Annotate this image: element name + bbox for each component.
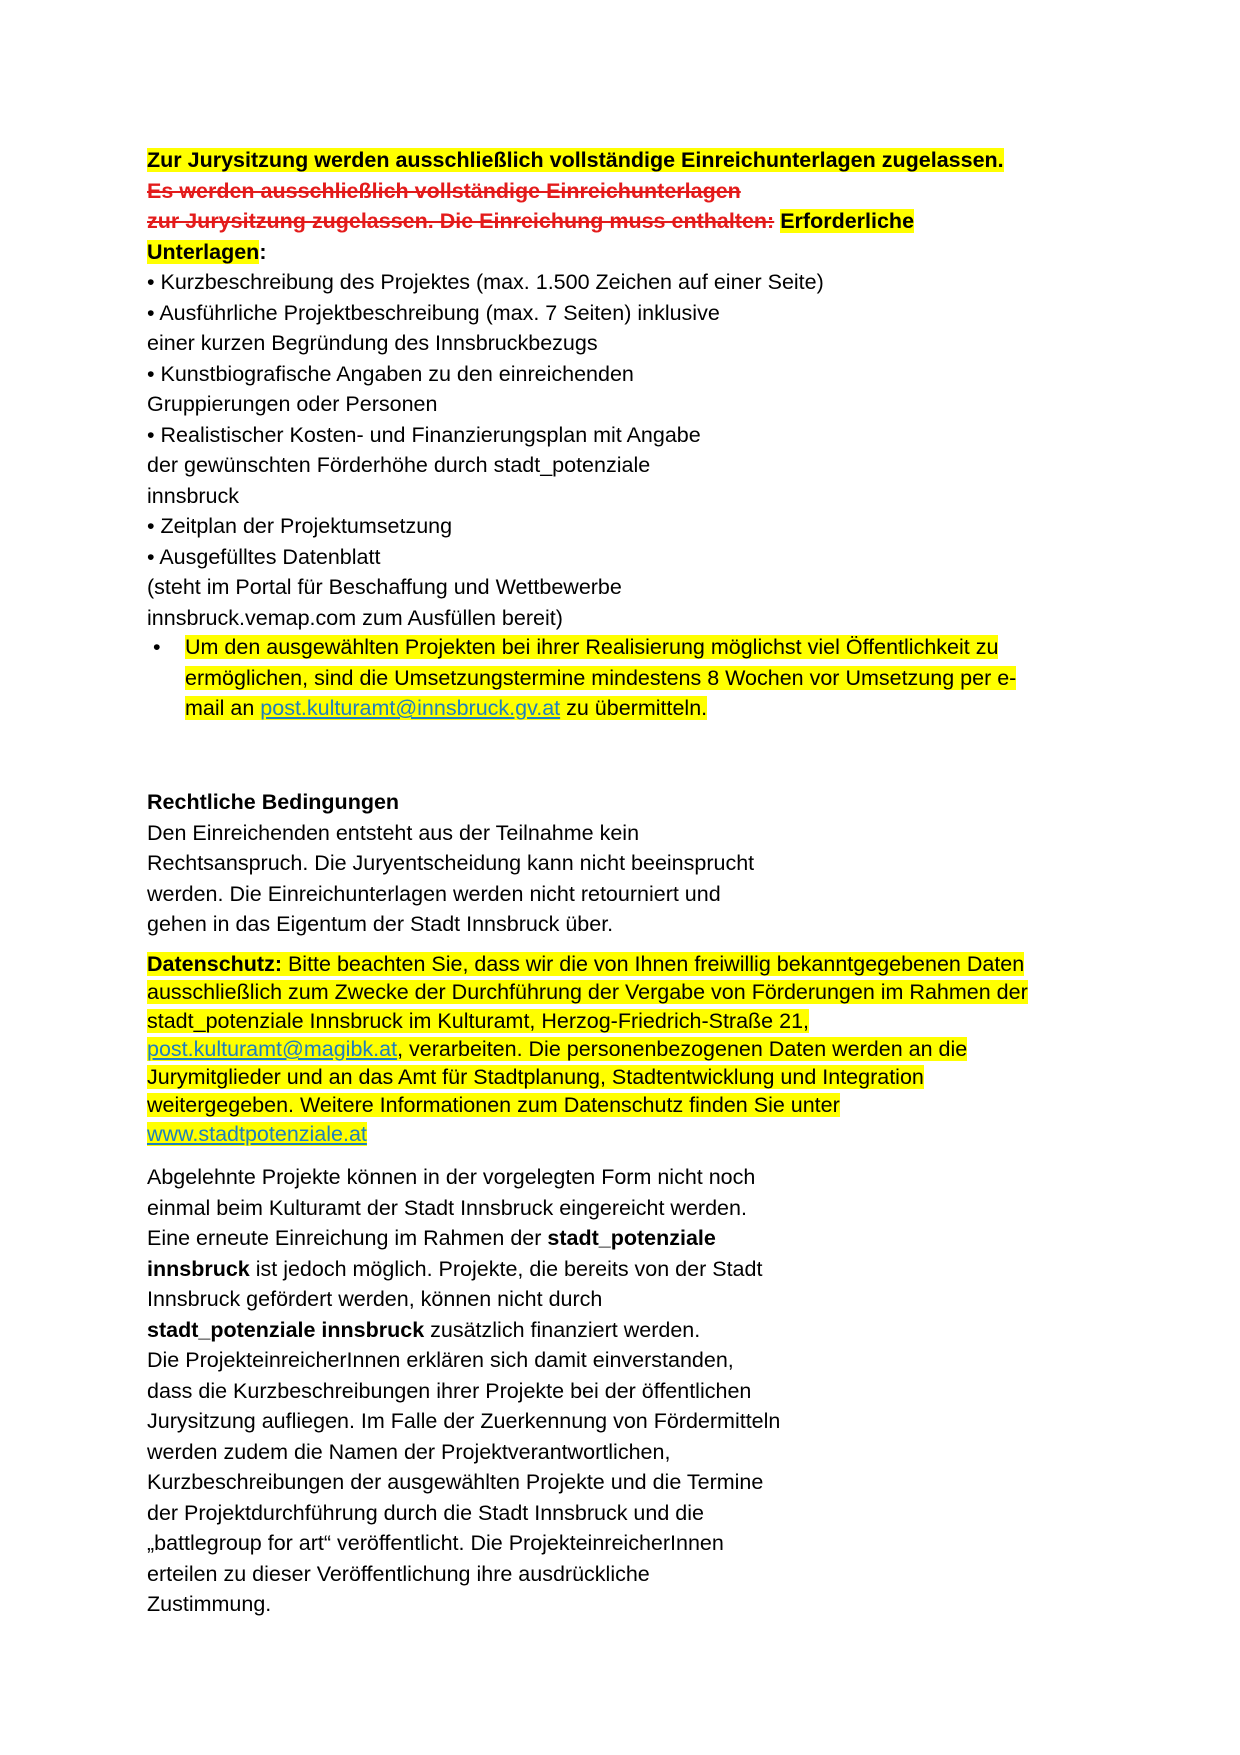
deleted-text-line-2: zur Jurysitzung zugelassen. Die Einreichung muss enthalten:	[147, 209, 775, 233]
privacy-section	[147, 950, 1137, 1148]
legal-line: gehen in das Eigentum der Stadt Innsbruck über.	[147, 912, 614, 936]
requirements-list	[147, 267, 1107, 633]
intro-section	[147, 145, 1107, 267]
rejected-line-6-bold: stadt_potenziale innsbruck	[147, 1317, 425, 1342]
rejected-line-3-bold: stadt_potenziale	[547, 1226, 716, 1250]
requirement-line: einer kurzen Begründung des Innsbruckbezugs	[147, 331, 598, 355]
requirement-line: • Kurzbeschreibung des Projektes (max. 1.500 Zeichen auf einer Seite)	[147, 270, 824, 294]
privacy-line-5: Jurymitglieder und an das Amt für Stadtplanung, Stadtentwicklung und Integration	[147, 1065, 924, 1090]
legal-heading: Rechtliche Bedingungen	[147, 790, 400, 814]
privacy-line-1: Bitte beachten Sie, dass wir die von Ihnen freiwillig bekanntgegebenen Daten	[281, 952, 1025, 976]
requirement-line: (steht im Portal für Beschaffung und Wettbewerbe	[147, 575, 622, 599]
legal-line: werden. Die Einreichunterlagen werden nicht retourniert und	[147, 881, 721, 906]
rejected-line: werden zudem die Namen der Projektverantwortlichen,	[147, 1439, 671, 1464]
rejected-line: Innsbruck gefördert werden, können nicht durch	[147, 1287, 603, 1311]
requirement-line: • Kunstbiografische Angaben zu den einreichenden	[147, 361, 634, 386]
legal-line: Rechtsanspruch. Die Juryentscheidung kann nicht beeinsprucht	[147, 851, 755, 875]
privacy-line-3: stadt_potenziale Innsbruck im Kulturamt, Herzog-Friedrich-Straße 21,	[147, 1008, 809, 1033]
legal-line: Den Einreichenden entsteht aus der Teilnahme kein	[147, 820, 640, 845]
rejected-line: einmal beim Kulturamt der Stadt Innsbruck eingereicht werden.	[147, 1195, 747, 1220]
rejected-line: Kurzbeschreibungen der ausgewählten Projekte und die Termine	[147, 1470, 764, 1494]
rejected-line-3-text: Eine erneute Einreichung im Rahmen der	[147, 1226, 548, 1250]
requirement-line: • Ausführliche Projektbeschreibung (max. 7 Seiten) inklusive	[147, 300, 720, 325]
requirement-line: • Zeitplan der Projektumsetzung	[147, 514, 453, 538]
rejected-line-6-text: zusätzlich finanziert werden.	[424, 1317, 701, 1342]
rejected-line-4-bold: innsbruck	[147, 1256, 250, 1281]
rejected-line: erteilen zu dieser Veröffentlichung ihre ausdrückliche	[147, 1561, 650, 1586]
requirement-line: der gewünschten Förderhöhe durch stadt_potenziale	[147, 453, 651, 477]
requirement-line: innsbruck	[147, 483, 240, 508]
rejected-projects-section	[147, 1162, 1107, 1620]
rejected-line: dass die Kurzbeschreibungen ihrer Projekte bei der öffentlichen	[147, 1378, 752, 1403]
kulturamt-email-link[interactable]: post.kulturamt@innsbruck.gv.at	[260, 696, 561, 720]
privacy-line-6: weitergegeben. Weitere Informationen zum Datenschutz finden Sie unter	[147, 1093, 840, 1118]
intro-title-line: Zur Jurysitzung werden ausschließlich vollständige Einreichunterlagen zugelassen.	[147, 148, 1004, 172]
website-link[interactable]: www.stadtpotenziale.at	[147, 1121, 367, 1146]
publicity-line-3-prefix: mail an	[185, 696, 261, 720]
requirement-line: Gruppierungen oder Personen	[147, 392, 438, 416]
rejected-line: Zustimmung.	[147, 1592, 272, 1616]
publicity-line-3-suffix: zu übermitteln.	[560, 696, 708, 720]
publicity-line-1: Um den ausgewählten Projekten bei ihrer Realisierung möglichst viel Öffentlichkeit zu	[185, 635, 999, 659]
rejected-line: der Projektdurchführung durch die Stadt Innsbruck und die	[147, 1500, 704, 1525]
magibk-email-link[interactable]: post.kulturamt@magibk.at	[147, 1036, 398, 1061]
rejected-line: Jurysitzung aufliegen. Im Falle der Zuerkennung von Fördermitteln	[147, 1409, 781, 1433]
rejected-line: Abgelehnte Projekte können in der vorgelegten Form nicht noch	[147, 1165, 756, 1189]
requirement-line: innsbruck.vemap.com zum Ausfüllen bereit)	[147, 605, 563, 630]
privacy-label: Datenschutz:	[147, 952, 282, 976]
requirement-line: • Realistischer Kosten- und Finanzierungsplan mit Angabe	[147, 422, 701, 447]
deleted-text-line-1: Es werden ausschließlich vollständige Einreichunterlagen	[147, 178, 741, 203]
required-docs-colon: :	[259, 239, 267, 264]
bullet-dot: •	[153, 635, 161, 659]
required-docs-heading-part-1: Erforderliche	[780, 209, 915, 233]
requirement-line: • Ausgefülltes Datenblatt	[147, 544, 381, 569]
rejected-line: „battlegroup for art“ veröffentlicht. Die ProjekteinreicherInnen	[147, 1531, 724, 1555]
rejected-line-4-text: ist jedoch möglich. Projekte, die bereits von der Stadt	[249, 1256, 763, 1281]
privacy-line-2: ausschließlich zum Zwecke der Durchführung der Vergabe von Förderungen im Rahmen der	[147, 980, 1028, 1005]
legal-section	[147, 787, 1107, 940]
required-docs-heading-part-2: Unterlagen	[147, 239, 260, 264]
privacy-line-4: , verarbeiten. Die personenbezogenen Daten werden an die	[397, 1036, 968, 1061]
publicity-line-2: ermöglichen, sind die Umsetzungstermine mindestens 8 Wochen vor Umsetzung per e-	[185, 665, 1017, 690]
rejected-line: Die ProjekteinreicherInnen erklären sich damit einverstanden,	[147, 1348, 734, 1372]
